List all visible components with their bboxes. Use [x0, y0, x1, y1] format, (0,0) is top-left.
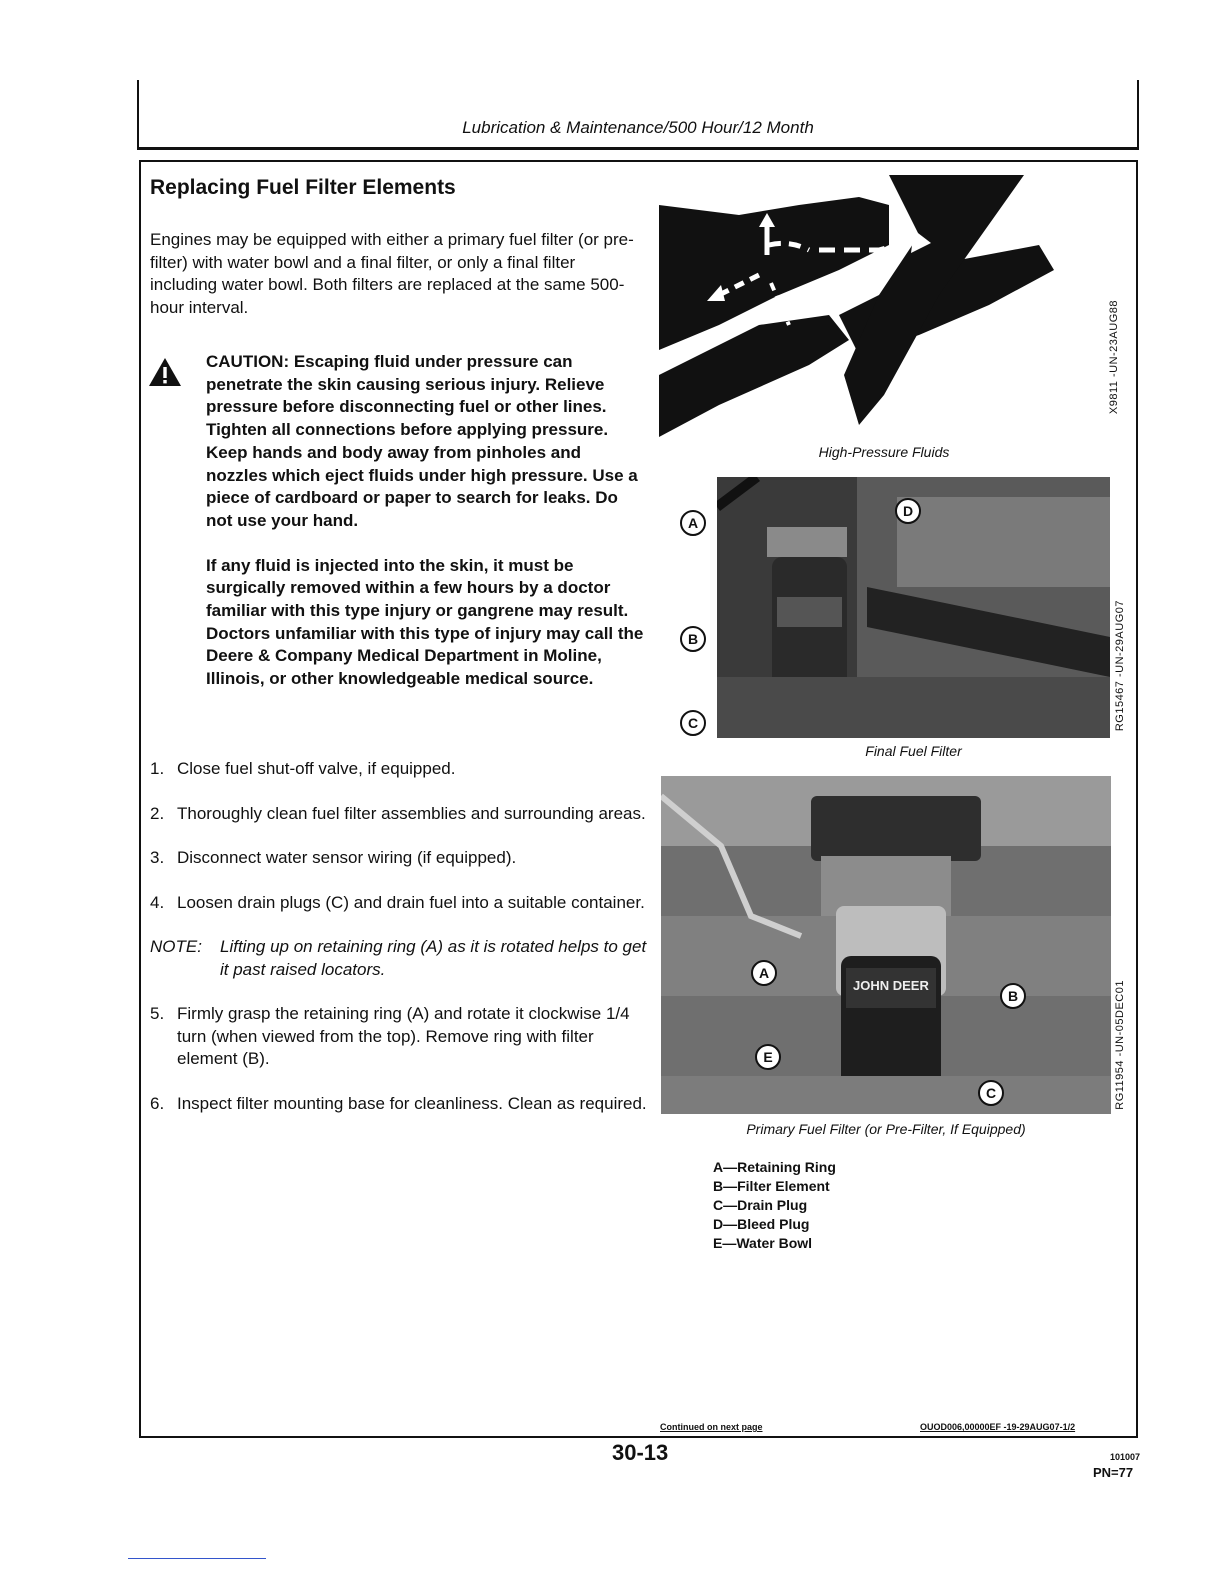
legend-item: D—Bleed Plug — [713, 1216, 810, 1232]
step-number: 3. — [150, 848, 165, 867]
step-text: Thoroughly clean fuel filter assemblies and surrounding areas. — [177, 803, 646, 823]
header-right-rule — [1137, 80, 1139, 150]
page-header-title: Lubrication & Maintenance/500 Hour/12 Month — [462, 118, 814, 137]
note-label: NOTE: — [150, 937, 202, 956]
step-item — [150, 758, 650, 781]
legend-item: C—Drain Plug — [713, 1197, 808, 1213]
callout-b: B — [680, 626, 706, 652]
step-item — [150, 1003, 650, 1071]
step-item — [150, 1093, 650, 1116]
continued-note: Continued on next page — [660, 1422, 763, 1432]
callout-legend — [713, 1158, 836, 1253]
warning-triangle-icon — [148, 357, 182, 387]
step-text: Inspect filter mounting base for cleanliness. Clean as required. — [177, 1093, 647, 1113]
step-number: 5. — [150, 1004, 165, 1023]
figure-code: X9811 -UN-23AUG88 — [1108, 300, 1120, 415]
section-title: Replacing Fuel Filter Elements — [150, 176, 456, 199]
step-text: Firmly grasp the retaining ring (A) and rotate it clockwise 1/4 turn (when viewed from the top). Remove ring with filter element (B). — [177, 1004, 630, 1068]
header-left-rule — [137, 80, 139, 150]
footnote-rule — [128, 1558, 266, 1559]
figure-caption: Final Fuel Filter — [865, 743, 962, 759]
primary-fuel-filter-photo — [661, 776, 1111, 1114]
figure-code: RG15467 -UN-29AUG07 — [1114, 600, 1126, 732]
step-text: Close fuel shut-off valve, if equipped. — [177, 759, 456, 778]
callout-b: B — [1000, 983, 1026, 1009]
caution-paragraph: If any fluid is injected into the skin, it must be surgically removed within a few hours by a doctor familiar with this type injury or gangrene may result. Doctors unfamiliar with this type of injury may call the Deere & Company Medical Department in Moline, Illinois, or other knowledgeable medical source. — [206, 555, 644, 689]
legend-item: A—Retaining Ring — [713, 1159, 836, 1175]
callout-a: A — [751, 960, 777, 986]
header-rule — [137, 147, 1139, 150]
note — [150, 936, 650, 981]
step-item — [150, 892, 650, 915]
footer-pn: PN=77 — [1093, 1465, 1134, 1480]
step-number: 6. — [150, 1093, 165, 1113]
legend-item: E—Water Bowl — [713, 1235, 813, 1251]
footer-date: 101007 — [1110, 1452, 1141, 1462]
callout-d: D — [895, 498, 921, 524]
step-text: Disconnect water sensor wiring (if equipped). — [177, 848, 517, 867]
caution-block — [206, 351, 646, 713]
caution-paragraph: CAUTION: Escaping fluid under pressure can penetrate the skin causing serious injury. Relieve pressure before disconnecting fuel or other lines. Tighten all connections before applying pressure. Keep hands and body away from pinholes and nozzles which eject fluids under high pressure. Use a piece of cardboard or paper to search for leaks. Do not use your hand. — [206, 352, 638, 530]
high-pressure-fluids-illustration — [659, 175, 1099, 443]
figure-caption: High-Pressure Fluids — [818, 444, 950, 460]
callout-e: E — [755, 1044, 781, 1070]
step-item — [150, 847, 650, 870]
step-text: Loosen drain plugs (C) and drain fuel into a suitable container. — [177, 892, 645, 912]
step-number: 4. — [150, 892, 165, 912]
figure-caption: Primary Fuel Filter (or Pre-Filter, If Equipped) — [746, 1121, 1026, 1137]
filter-label-text: JOHN DEER — [853, 978, 929, 993]
steps-list — [150, 758, 650, 1137]
callout-c: C — [978, 1080, 1004, 1106]
intro-paragraph: Engines may be equipped with either a primary fuel filter (or pre-filter) with water bowl and a final filter, or only a final filter including water bowl. Both filters are replaced at the same 500-hour interval. — [150, 230, 634, 317]
page-number: 30-13 — [612, 1440, 669, 1465]
document-code: OUOD006,00000EF -19-29AUG07-1/2 — [920, 1422, 1076, 1432]
legend-item: B—Filter Element — [713, 1178, 830, 1194]
callout-a: A — [680, 510, 706, 536]
callout-c: C — [680, 710, 706, 736]
step-number: 2. — [150, 803, 165, 823]
step-item — [150, 803, 650, 826]
step-number: 1. — [150, 759, 165, 778]
figure-code: RG11954 -UN-05DEC01 — [1114, 980, 1126, 1110]
note-text: Lifting up on retaining ring (A) as it is rotated helps to get it past raised locators. — [220, 937, 647, 979]
